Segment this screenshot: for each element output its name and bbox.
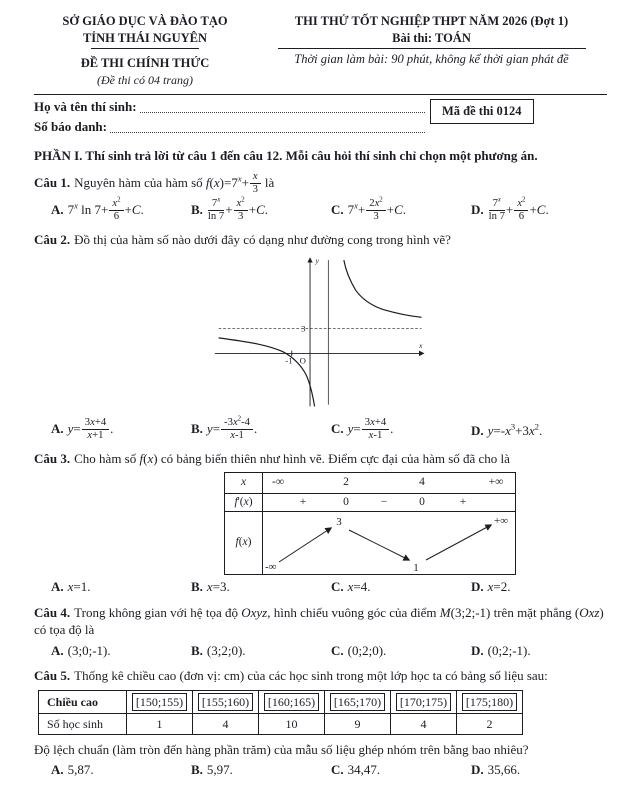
option-body: y= $\frac{3x+4}{x+1}$ .: [67, 417, 114, 441]
question-5-label: Câu 5.: [34, 668, 71, 684]
q5-count: 9: [325, 713, 391, 734]
question-2-label: Câu 2.: [34, 232, 71, 248]
option-letter: D.: [471, 642, 484, 658]
candidate-number-label: Số báo danh:: [34, 119, 107, 135]
y-tick-label: 3: [300, 323, 305, 334]
bbt-arrow-down: [349, 530, 409, 560]
question-3-option-d: [471, 578, 607, 596]
curve-right-branch: [343, 260, 421, 317]
x-axis-label: x: [418, 340, 422, 350]
question-2-option-c: [331, 418, 467, 442]
option-body: x=1.: [67, 579, 91, 594]
option-letter: B.: [191, 421, 203, 437]
option-body: $\frac{7^x}{\ln 7}$ + $\frac{x^2}{6}$ +C.: [488, 196, 549, 222]
q5-intervals-row: [39, 690, 523, 713]
option-body: (0;2;-1).: [487, 642, 531, 658]
q5-interval: [170;175): [396, 693, 451, 711]
question-4-option-b: [191, 642, 327, 660]
bbt-sign: 0: [343, 495, 349, 508]
option-body: x=4.: [347, 579, 371, 594]
option-letter: B.: [191, 642, 203, 658]
q5-count: 1: [127, 713, 193, 734]
option-letter: B.: [191, 579, 203, 594]
duration-line: Thời gian làm bài: 90 phút, không kể thời gian phát đề: [294, 51, 569, 66]
question-3-label: Câu 3.: [34, 451, 71, 467]
option-body: y= $\frac{3x+4}{x-1}$ .: [347, 417, 394, 441]
option-letter: B.: [191, 762, 203, 778]
bbt-f-min: 1: [413, 562, 419, 574]
bbt-x-value: 4: [419, 476, 425, 489]
q5-interval: [165;170): [330, 693, 385, 711]
question-4-option-d: [471, 642, 607, 660]
origin-label: O: [299, 355, 306, 366]
curve-left-branch: [218, 338, 314, 407]
bbt-sign: +: [299, 495, 307, 508]
question-4-option-c: [331, 642, 467, 660]
option-body: x=2.: [487, 579, 511, 594]
bbt-x-label: x: [225, 473, 263, 493]
option-body: 35,66.: [487, 762, 521, 778]
q5-interval: [155;160): [198, 693, 253, 711]
part1-text: Thí sinh trả lời từ câu 1 đến câu 12. Mỗi câu hỏi thí sinh chỉ chọn một phương án.: [85, 147, 538, 163]
q3-variation-table: [224, 472, 516, 575]
question-4-stem: Trong không gian với hệ tọa độ Oxyz, hình chiếu vuông góc của điểm M(3;2;-1) trên mặt phẳng (Oxz) có tọa độ là: [34, 604, 604, 638]
question-2-stem: Đồ thị của hàm số nào dưới đây có dạng như đường cong trong hình vẽ?: [74, 232, 451, 248]
bbt-arrow-up-1: [279, 528, 331, 562]
bbt-function-row: [225, 511, 515, 574]
question-5-stem: Thống kê chiều cao (đơn vị: cm) của các học sinh trong một lớp học ta có bảng số liệu sau:: [74, 668, 548, 684]
option-body: 34,47.: [347, 762, 381, 778]
q5-interval: [150;155): [132, 693, 187, 711]
q5-count: 10: [259, 713, 325, 734]
q5-count: 4: [391, 713, 457, 734]
q2-function-graph: [208, 251, 434, 411]
province-name: TỈNH THÁI NGUYÊN: [82, 30, 208, 45]
option-letter: D.: [471, 202, 484, 218]
bbt-sign: 0: [419, 495, 425, 508]
question-5-options: [34, 761, 607, 779]
bbt-function-variation: [263, 512, 515, 574]
question-3-option-c: [331, 578, 467, 596]
q5-count: 4: [193, 713, 259, 734]
question-5: [34, 667, 607, 685]
question-2-options: [34, 415, 607, 442]
question-1-option-b: [191, 196, 327, 223]
candidate-name-line: [34, 98, 425, 116]
q5-count: 2: [457, 713, 523, 734]
bbt-x-value: 2: [343, 476, 349, 489]
q5-row1-label: Chiều cao: [39, 690, 127, 713]
header-right-divider: [278, 48, 586, 49]
bbt-x-values: [263, 473, 515, 493]
question-2-option-b: [191, 415, 327, 442]
option-body: 5,87.: [67, 762, 94, 778]
part1-label: PHẦN I.: [34, 147, 83, 163]
bbt-x-row: [225, 473, 515, 493]
option-letter: C.: [331, 642, 344, 658]
option-body: $\frac{7^x}{\ln 7}$ + $\frac{x^2}{3}$ +C.: [207, 196, 268, 222]
bbt-derivative-signs: [263, 494, 515, 511]
question-4-label: Câu 4.: [34, 604, 71, 620]
option-letter: B.: [191, 202, 203, 218]
bbt-sign: +: [459, 495, 467, 508]
option-letter: D.: [471, 579, 484, 594]
question-2-figure: [34, 251, 607, 416]
bbt-derivative-row: [225, 493, 515, 511]
candidate-section: [34, 98, 607, 136]
option-letter: C.: [331, 421, 344, 437]
option-letter: D.: [471, 422, 484, 438]
question-4-options: [34, 642, 607, 660]
option-body: 5,97.: [206, 762, 233, 778]
candidate-number-dotted-line: [110, 132, 425, 133]
q5-interval: [160;165): [264, 693, 319, 711]
question-2-option-a: [51, 418, 187, 442]
question-5-option-b: [191, 761, 327, 779]
candidate-name-dotted-line: [140, 112, 425, 113]
part1-heading: [34, 147, 607, 165]
question-1-option-c: [331, 196, 467, 223]
q5-row2-label: Số học sinh: [39, 713, 127, 734]
option-letter: A.: [51, 421, 64, 437]
question-3-options: [34, 578, 607, 596]
header-separator-rule: [34, 94, 607, 95]
exam-code-box: Mã đề thi 0124: [430, 99, 534, 124]
question-1-option-d: [471, 196, 607, 223]
question-1-label: Câu 1.: [34, 175, 71, 191]
option-letter: A.: [51, 762, 64, 778]
question-1-options: [34, 196, 607, 223]
question-3-option-b: [191, 578, 327, 596]
question-5-option-c: [331, 761, 467, 779]
exam-header: [34, 13, 607, 88]
question-3-stem: Cho hàm số f(x) có bảng biến thiên như hình vẽ. Điểm cực đại của hàm số đã cho là: [74, 451, 510, 467]
option-body: $y=-x^3+3x^2$.: [487, 421, 543, 438]
question-5-followup: Độ lệch chuẩn (làm tròn đến hàng phần trăm) của mẫu số liệu ghép nhóm trên bằng bao nhiêu?: [34, 741, 529, 757]
bbt-function-label: f(x): [225, 512, 263, 574]
issuer-block: [34, 13, 256, 88]
candidate-number-line: [34, 118, 425, 136]
option-body: 7$^x$ ln 7+ $\frac{x^2}{6}$ +C.: [67, 196, 144, 222]
question-1: [34, 172, 607, 196]
x-tick-label: -1: [284, 355, 293, 366]
question-2: [34, 231, 607, 249]
option-letter: C.: [331, 762, 344, 778]
subject-line: Bài thi: TOÁN: [392, 30, 471, 45]
candidate-name-label: Họ và tên thí sinh:: [34, 99, 137, 115]
question-2-option-d: [471, 422, 607, 440]
bbt-sign: −: [380, 495, 388, 508]
option-body: (0;2;0).: [347, 642, 387, 658]
question-4: [34, 604, 607, 639]
bbt-derivative-label: f'(x): [225, 494, 263, 511]
option-body: x=3.: [206, 579, 230, 594]
option-body: $7^x+$ $\frac{2x^2}{3}$ +C.: [347, 196, 407, 222]
exam-title-block: [256, 13, 607, 88]
bbt-x-value: +∞: [488, 476, 504, 489]
bbt-f-max: 3: [336, 516, 342, 528]
option-letter: A.: [51, 579, 64, 594]
bbt-x-value: -∞: [271, 476, 285, 489]
bbt-arrow-up-2: [426, 525, 491, 560]
option-letter: A.: [51, 202, 64, 218]
q5-frequency-table: [38, 690, 523, 735]
header-left-divider: [91, 48, 199, 49]
bbt-f-left: -∞: [265, 561, 277, 573]
question-3-option-a: [51, 578, 187, 596]
question-4-option-a: [51, 642, 187, 660]
q5-interval: [175;180): [462, 693, 517, 711]
option-body: (3;0;-1).: [67, 642, 111, 658]
q5-counts-row: [39, 713, 523, 734]
question-1-option-a: [51, 196, 187, 223]
option-letter: D.: [471, 762, 484, 778]
department-name: SỞ GIÁO DỤC VÀ ĐÀO TẠO: [62, 14, 228, 28]
exam-title: THI THỬ TỐT NGHIỆP THPT NĂM 2026 (Đợt 1): [294, 14, 569, 28]
page-count-note: (Đề thi có 04 trang): [97, 72, 193, 87]
question-1-stem: Nguyên hàm của hàm số $f(x)=7^x+$ $\frac{x}{3}$ là: [74, 171, 275, 195]
bbt-f-right: +∞: [494, 515, 509, 527]
option-letter: A.: [51, 642, 64, 658]
y-axis-label: y: [315, 255, 319, 265]
question-5-option-a: [51, 761, 187, 779]
official-exam-label: ĐỀ THI CHÍNH THỨC: [80, 55, 210, 70]
question-3: [34, 450, 607, 468]
question-5-option-d: [471, 761, 607, 779]
option-body: y= $\frac{-3x^2-4}{x-1}$ .: [206, 415, 258, 441]
option-letter: C.: [331, 579, 344, 594]
option-letter: C.: [331, 202, 344, 218]
option-body: (3;2;0).: [206, 642, 246, 658]
bbt-arrows: [263, 512, 515, 574]
